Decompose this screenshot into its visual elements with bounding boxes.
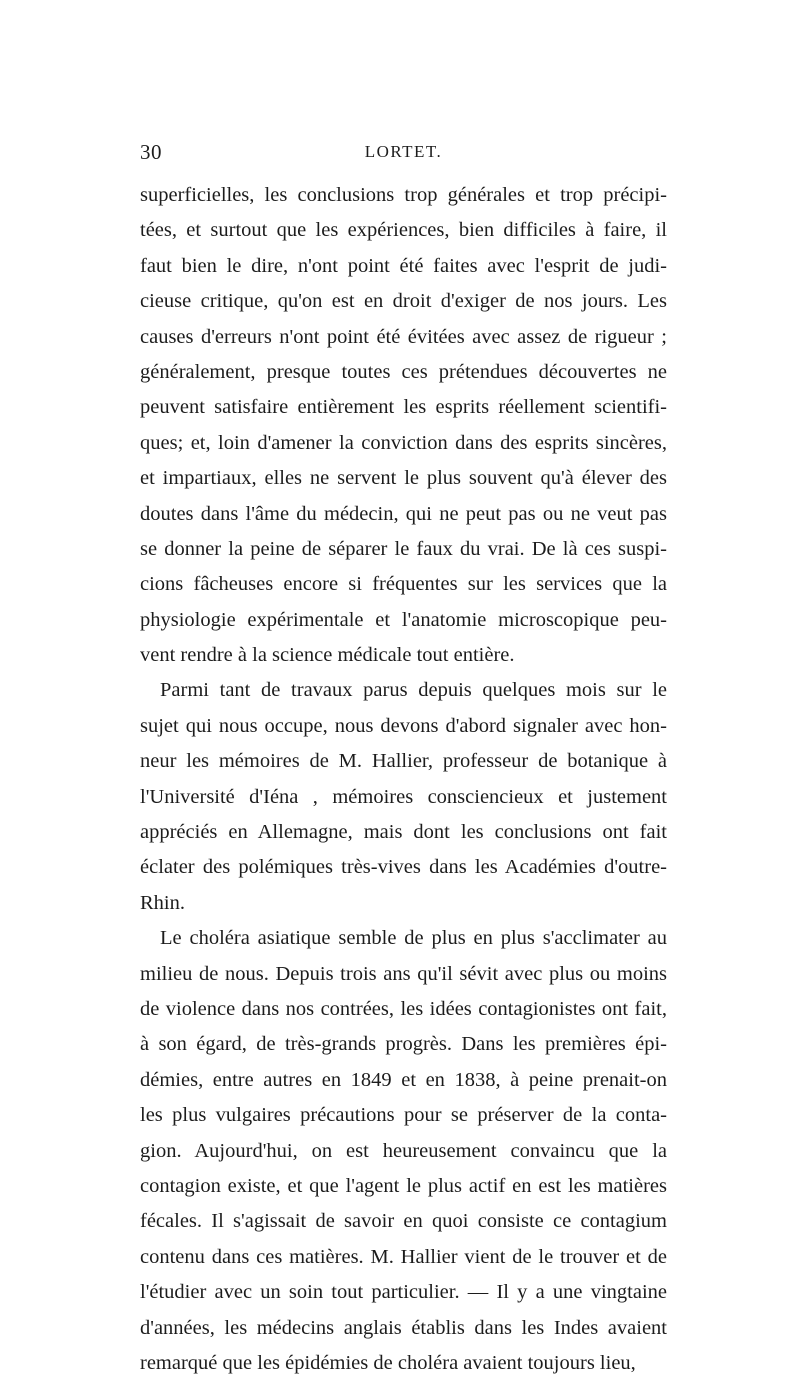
- text-line: peuvent satisfaire entièrement les esprits réellement scientifi-: [140, 396, 667, 419]
- text-line: cieuse critique, qu'on est en droit d'exiger de nos jours. Les: [140, 290, 667, 313]
- text-line: d'années, les médecins anglais établis dans les Indes avaient: [140, 1316, 667, 1339]
- text-line: appréciés en Allemagne, mais dont les conclusions ont fait: [140, 821, 667, 844]
- text-line: cions fâcheuses encore si fréquentes sur les services que la: [140, 573, 667, 596]
- text-line: et impartiaux, elles ne servent le plus souvent qu'à élever des: [140, 467, 667, 490]
- text-line: causes d'erreurs n'ont point été évitées avec assez de rigueur ;: [140, 325, 667, 348]
- text-line: Le choléra asiatique semble de plus en plus s'acclimater au: [160, 927, 667, 950]
- text-line: superficielles, les conclusions trop générales et trop précipi-: [140, 184, 667, 206]
- page-number: 30: [140, 140, 162, 164]
- paragraph: [140, 921, 667, 1381]
- text-line: tées, et surtout que les expériences, bien difficiles à faire, il: [140, 219, 667, 242]
- text-line: généralement, presque toutes ces prétendues découvertes ne: [140, 360, 667, 383]
- text-line: gion. Aujourd'hui, on est heureusement convaincu que la: [140, 1139, 667, 1162]
- text-line: à son égard, de très-grands progrès. Dans les premières épi-: [140, 1033, 667, 1056]
- text-line: se donner la peine de séparer le faux du vrai. De là ces suspi-: [140, 537, 667, 560]
- text-line: sujet qui nous occupe, nous devons d'abord signaler avec hon-: [140, 714, 667, 737]
- text-line: les plus vulgaires précautions pour se préserver de la conta-: [140, 1104, 667, 1127]
- text-line: doutes dans l'âme du médecin, qui ne peut pas ou ne veut pas: [140, 502, 667, 525]
- text-line: l'étudier avec un soin tout particulier. — Il y a une vingtaine: [140, 1281, 667, 1304]
- text-line: Parmi tant de travaux parus depuis quelques mois sur le: [160, 679, 667, 702]
- text-line: vent rendre à la science médicale tout entière.: [140, 644, 515, 667]
- text-line: Rhin.: [140, 891, 185, 914]
- text-line: faut bien le dire, n'ont point été faites avec l'esprit de judi-: [140, 254, 667, 277]
- text-line: contagion existe, et que l'agent le plus actif en est les matières: [140, 1174, 667, 1197]
- text-line: démies, entre autres en 1849 et en 1838, à peine prenait-on: [140, 1068, 667, 1091]
- paragraph: [140, 673, 667, 921]
- text-line: contenu dans ces matières. M. Hallier vient de le trouver et de: [140, 1245, 667, 1268]
- text-line: milieu de nous. Depuis trois ans qu'il sévit avec plus ou moins: [140, 962, 667, 985]
- text-line: remarqué que les épidémies de choléra avaient toujours lieu,: [140, 1351, 636, 1374]
- body-text: [140, 178, 667, 1381]
- text-line: éclater des polémiques très-vives dans les Académies d'outre-: [140, 856, 667, 879]
- text-line: de violence dans nos contrées, les idées contagionistes ont fait,: [140, 997, 667, 1020]
- paragraph: [140, 178, 667, 673]
- text-line: fécales. Il s'agissait de savoir en quoi consiste ce contagium: [140, 1210, 667, 1233]
- running-head: LORTET.: [364, 142, 443, 161]
- text-line: ques; et, loin d'amener la conviction dans des esprits sincères,: [140, 431, 667, 454]
- text-line: neur les mémoires de M. Hallier, professeur de botanique à: [140, 750, 667, 773]
- page-header: [140, 140, 667, 168]
- text-line: l'Université d'Iéna , mémoires consciencieux et justement: [140, 785, 667, 808]
- text-line: physiologie expérimentale et l'anatomie microscopique peu-: [140, 608, 667, 631]
